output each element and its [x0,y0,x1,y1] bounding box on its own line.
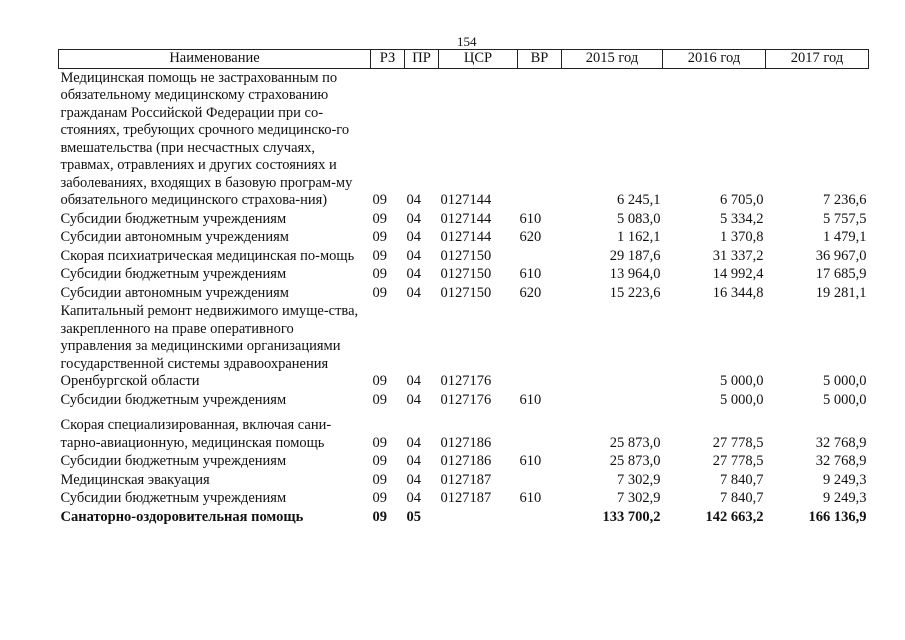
table-row [59,391,869,410]
row-vr [518,68,562,210]
header-2015: 2015 год [562,50,663,69]
row-pr: 04 [406,391,421,408]
row-pr: 04 [406,434,421,451]
row-2016: 27 778,5 [712,434,764,451]
row-pr: 04 [406,284,421,301]
row-pr: 04 [406,229,421,245]
row-2016: 14 992,4 [712,266,764,282]
row-2016: 27 778,5 [712,453,764,469]
table-row [59,284,869,303]
row-name: Медицинская помощь не застрахованным по обязательному медицинскому страхованию гражданам Российской Федерации при со-стояниях, требующих срочного медицинско-го вмешательства (при несчастных случаях, травмах, отравлениях и других состояниях и заболеваниях, входящих в базовую програм-му обязательного медицинского страхова-ния) [60,69,353,208]
row-rz: 09 [372,434,387,451]
row-2016: 142 663,2 [705,508,764,525]
row-rz: 09 [372,508,387,525]
row-rz: 09 [372,192,387,208]
row-name: Субсидии автономным учреждениям [60,284,289,301]
row-pr: 04 [406,471,421,488]
header-2016: 2016 год [663,50,766,69]
row-pr: 04 [406,266,421,282]
row-csr: 0127144 [440,192,492,208]
row-2016: 7 840,7 [720,490,764,506]
row-csr [439,508,518,527]
row-csr: 0127150 [440,284,492,301]
row-name: Субсидии бюджетным учреждениям [60,391,287,408]
row-csr: 0127144 [440,210,492,227]
table-row [59,302,869,391]
row-pr: 04 [406,453,421,469]
row-name: Медицинская эвакуация [60,471,210,488]
row-vr: 610 [519,391,542,408]
row-vr [518,471,562,490]
row-vr [518,508,562,527]
table-row [59,68,869,210]
row-pr: 04 [406,247,421,264]
row-vr: 610 [519,490,542,506]
row-name: Капитальный ремонт недвижимого имуще-ства, закрепленного на праве оперативного управления за медицинскими организациями государственной системы здравоохранения Оренбургской области [60,303,359,389]
table-row [59,210,869,229]
row-2017: 36 967,0 [815,247,867,264]
row-name: Субсидии бюджетным учреждениям [60,266,287,282]
row-rz: 09 [372,247,387,264]
row-rz: 09 [372,471,387,488]
table-row [59,489,869,508]
row-pr: 04 [406,210,421,227]
header-pr: ПР [405,50,439,69]
row-2017: 5 000,0 [823,373,867,389]
row-csr: 0127187 [440,471,492,488]
row-name: Субсидии бюджетным учреждениям [60,490,287,506]
row-2017: 5 757,5 [823,210,867,227]
row-2017: 7 236,6 [823,192,867,208]
row-2015: 6 245,1 [617,192,661,208]
row-2015: 25 873,0 [609,434,661,451]
row-rz: 09 [372,229,387,245]
row-2017: 166 136,9 [808,508,867,525]
row-rz: 09 [372,453,387,469]
row-2016: 5 000,0 [720,373,764,389]
row-pr: 05 [406,508,421,525]
table-header-row [59,50,869,69]
row-vr: 610 [519,266,542,282]
row-csr: 0127187 [440,490,492,506]
row-2017: 32 768,9 [815,453,867,469]
row-csr: 0127186 [440,434,492,451]
row-rz: 09 [372,391,387,408]
row-2016: 5 334,2 [720,210,764,227]
row-2016: 5 000,0 [720,391,764,408]
row-vr: 620 [519,284,542,301]
row-vr: 610 [519,210,542,227]
header-name: Наименование [59,50,371,69]
row-vr: 610 [519,453,542,469]
row-2016: 7 840,7 [720,471,764,488]
row-name: Скорая специализированная, включая сани-тарно-авиационную, медицинская помощь [60,417,332,451]
row-2015: 25 873,0 [609,453,661,469]
row-csr: 0127176 [440,391,492,408]
page-number: 154 [457,34,477,49]
row-csr: 0127186 [440,453,492,469]
row-csr: 0127144 [440,229,492,245]
row-2017: 32 768,9 [815,434,867,451]
table-row-section-total [59,508,869,527]
row-pr: 04 [406,490,421,506]
row-2016: 16 344,8 [712,284,764,301]
row-2015: 15 223,6 [609,284,661,301]
row-2015: 29 187,6 [609,247,661,264]
row-2017: 19 281,1 [815,284,867,301]
row-rz: 09 [372,266,387,282]
row-2015: 7 302,9 [617,490,661,506]
budget-table [58,49,869,526]
row-name: Субсидии автономным учреждениям [60,229,289,245]
row-rz: 09 [372,284,387,301]
row-2017: 9 249,3 [823,471,867,488]
row-2015: 5 083,0 [617,210,661,227]
row-vr [518,409,562,452]
row-vr [518,302,562,391]
row-2017: 5 000,0 [823,391,867,408]
row-pr: 04 [406,192,421,208]
table-row [59,265,869,284]
row-vr: 620 [519,229,542,245]
row-rz: 09 [372,490,387,506]
row-vr [518,247,562,266]
header-rz: РЗ [371,50,405,69]
table-row [59,471,869,490]
row-name: Санаторно-оздоровительная помощь [60,508,304,525]
row-2017: 1 479,1 [823,229,867,245]
row-2015: 133 700,2 [602,508,661,525]
table-row [59,409,869,452]
row-2017: 17 685,9 [815,266,867,282]
row-2015: 13 964,0 [609,266,661,282]
row-name: Субсидии бюджетным учреждениям [60,453,287,469]
row-pr: 04 [406,373,421,389]
header-csr: ЦСР [439,50,518,69]
row-rz: 09 [372,373,387,389]
row-csr: 0127150 [440,266,492,282]
row-csr: 0127176 [440,373,492,389]
header-2017: 2017 год [766,50,869,69]
row-name: Скорая психиатрическая медицинская по-мощь [60,247,355,264]
row-2015 [562,302,663,391]
row-2015 [562,391,663,410]
row-2016: 1 370,8 [720,229,764,245]
row-rz: 09 [372,210,387,227]
table-row [59,247,869,266]
row-2017: 9 249,3 [823,490,867,506]
row-2015: 1 162,1 [617,229,661,245]
row-csr: 0127150 [440,247,492,264]
header-vr: ВР [518,50,562,69]
row-2016: 6 705,0 [720,192,764,208]
row-2015: 7 302,9 [617,471,661,488]
row-2016: 31 337,2 [712,247,764,264]
row-name: Субсидии бюджетным учреждениям [60,210,287,227]
table-row [59,452,869,471]
table-row [59,228,869,247]
